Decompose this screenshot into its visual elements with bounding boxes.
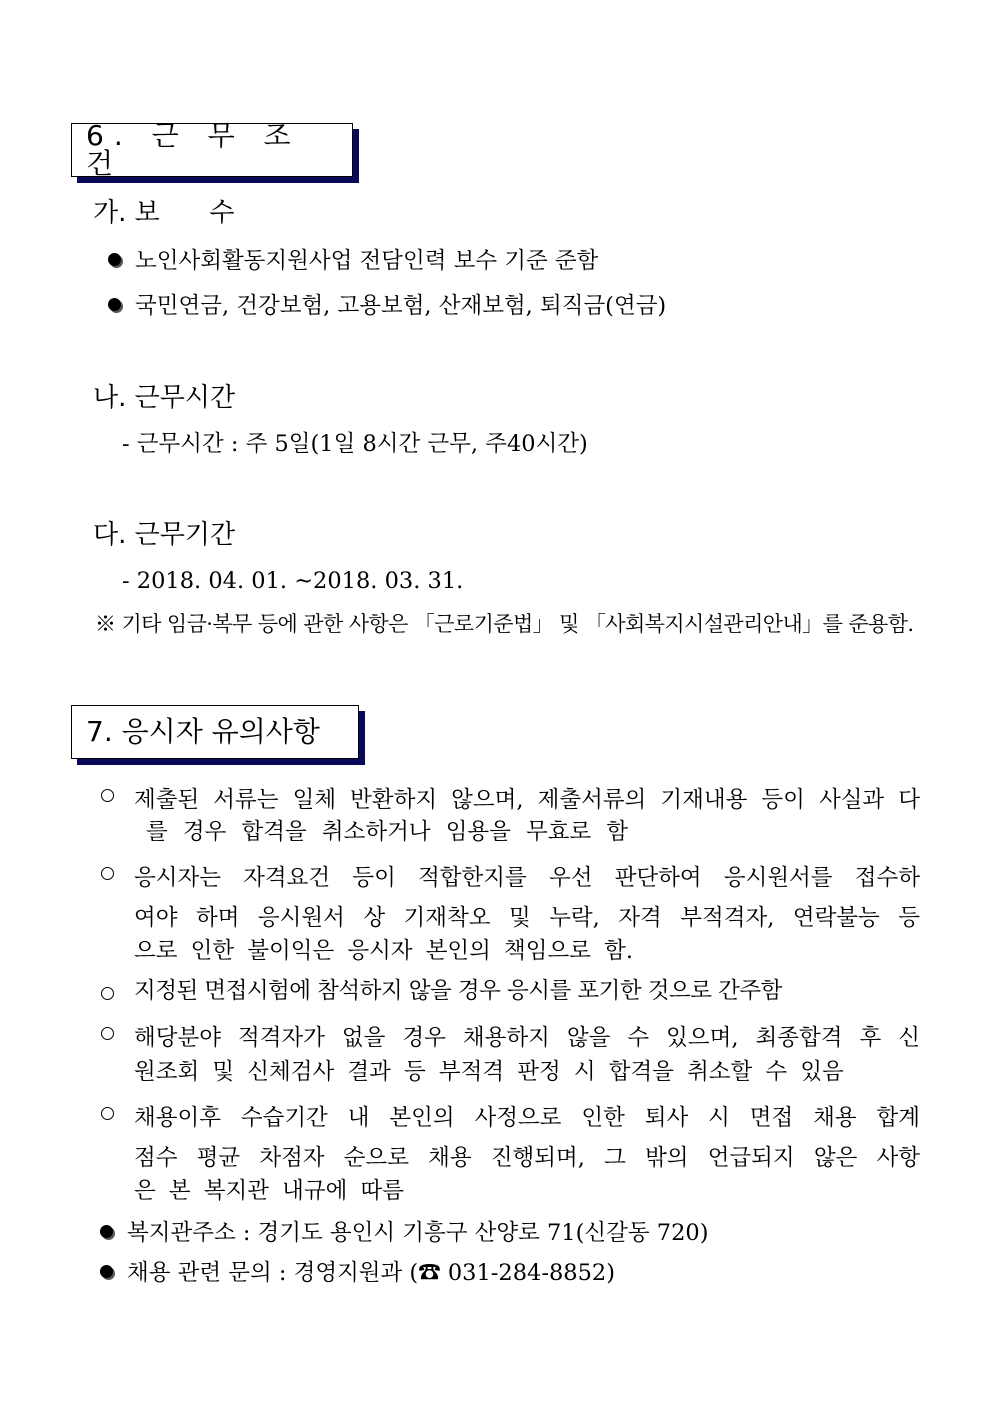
bullet-hollow-circle-icon (101, 1107, 114, 1120)
bullet-filled-circle-icon (108, 253, 121, 266)
bullet-hollow-circle-icon (101, 987, 114, 1000)
bullet-hollow-circle-icon (101, 867, 114, 880)
subheading-pay-label: 가. 보 수 (93, 198, 235, 228)
bullet-filled-circle-icon (100, 1265, 113, 1278)
notice-line: 제출된 서류는 일체 반환하지 않으며, 제출서류의 기재내용 등이 사실과 다 (134, 787, 920, 813)
note-line: ※ 기타 임금·복무 등에 관한 사항은 「근로기준법」 및 「사회복지시설관리안내」를 준용함. (95, 612, 914, 636)
notice-line: 여야 하며 응시원서 상 기재착오 및 누락, 자격 부적격자, 연락불능 등 (134, 905, 920, 931)
period-line: - 2018. 04. 01. ~2018. 03. 31. (122, 568, 464, 594)
address-line (100, 1222, 708, 1245)
subheading-pay (93, 200, 234, 226)
section-7-title: 7. 응시자 유의사항 (71, 705, 359, 759)
pay-item (108, 250, 598, 273)
hours-line: - 근무시간 : 주 5일(1일 8시간 근무, 주40시간) (122, 431, 588, 457)
pay-item (108, 295, 666, 318)
notice-line: 채용이후 수습기간 내 본인의 사정으로 인한 퇴사 시 면접 채용 합계 (134, 1105, 920, 1131)
inquiry-text: 채용 관련 문의 : 경영지원과 (☎ 031-284-8852) (127, 1260, 615, 1286)
notice-line: 응시자는 자격요건 등이 적합한지를 우선 판단하여 응시원서를 접수하 (134, 865, 920, 891)
notice-line: 으로 인한 불이익은 응시자 본인의 책임으로 함. (134, 938, 634, 964)
bullet-filled-circle-icon (108, 298, 121, 311)
notice-line: 원조회 및 신체검사 결과 등 부적격 판정 시 합격을 취소할 수 있음 (134, 1059, 844, 1085)
section-6-title: 6. 근 무 조 건 (71, 123, 353, 177)
subheading-hours: 나. 근무시간 (93, 383, 236, 413)
notice-line: 해당분야 적격자가 없을 경우 채용하지 않을 수 있으며, 최종합격 후 신 (134, 1025, 920, 1051)
bullet-hollow-circle-icon (101, 789, 114, 802)
bullet-hollow-circle-icon (101, 1027, 114, 1040)
notice-line: 점수 평균 차점자 순으로 채용 진행되며, 그 밖의 언급되지 않은 사항 (134, 1145, 920, 1171)
pay-item-text: 국민연금, 건강보험, 고용보험, 산재보험, 퇴직금(연금) (135, 293, 667, 319)
address-text: 복지관주소 : 경기도 용인시 기흥구 산양로 71(신갈동 720) (127, 1220, 709, 1246)
inquiry-line (100, 1262, 615, 1285)
notice-line: 지정된 면접시험에 참석하지 않을 경우 응시를 포기한 것으로 간주함 (134, 978, 782, 1004)
subheading-period: 다. 근무기간 (93, 520, 236, 550)
notice-line: 은 본 복지관 내규에 따름 (134, 1178, 404, 1204)
pay-item-text: 노인사회활동지원사업 전담인력 보수 기준 준함 (135, 248, 599, 274)
notice-line: 를 경우 합격을 취소하거나 임용을 무효로 함 (146, 819, 629, 845)
bullet-filled-circle-icon (100, 1225, 113, 1238)
